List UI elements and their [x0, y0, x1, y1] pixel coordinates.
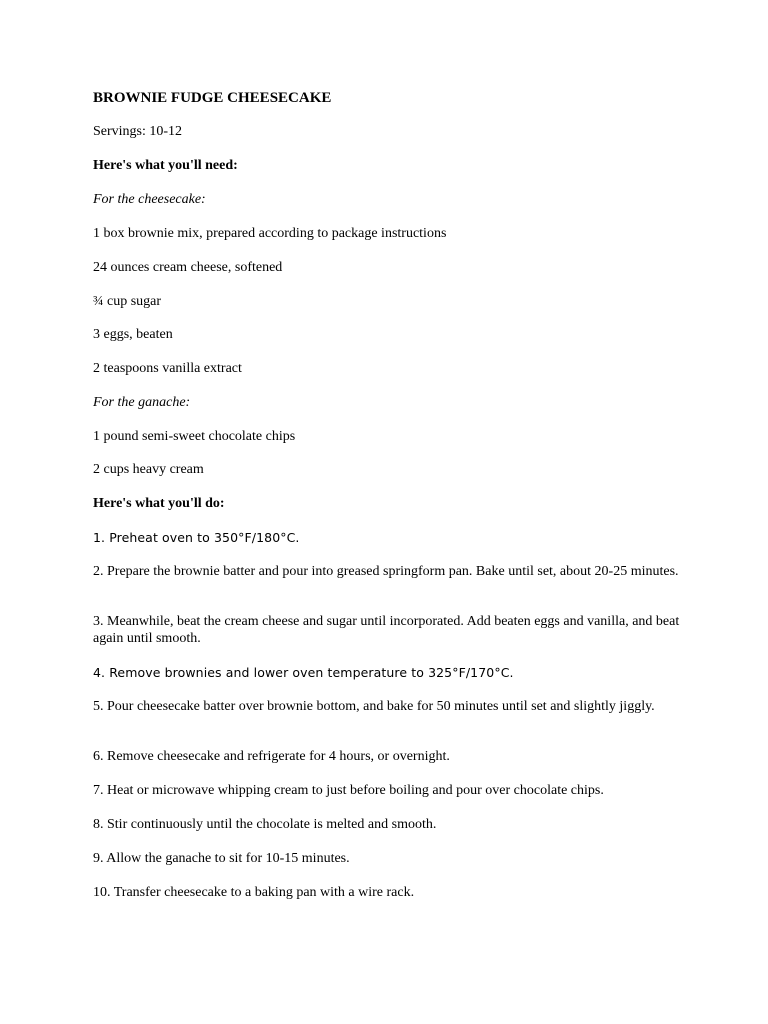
ingredient-item: 3 eggs, beaten — [93, 327, 173, 342]
ingredient-item: 1 box brownie mix, prepared according to package instructions — [93, 226, 447, 241]
step-item: 9. Allow the ganache to sit for 10-15 minutes. — [93, 851, 350, 866]
ganache-subheading: For the ganache: — [93, 395, 191, 410]
step-item: 5. Pour cheesecake batter over brownie bottom, and bake for 50 minutes until set and slightly jiggly. — [93, 699, 655, 714]
ingredient-item: 24 ounces cream cheese, softened — [93, 260, 283, 275]
step-item: 10. Transfer cheesecake to a baking pan with a wire rack. — [93, 885, 415, 900]
step-item: 8. Stir continuously until the chocolate is melted and smooth. — [93, 817, 437, 832]
ingredients-heading: Here's what you'll need: — [93, 158, 238, 173]
step-item: 2. Prepare the brownie batter and pour into greased springform pan. Bake until set, about 20-25 minutes. — [93, 564, 679, 579]
recipe-title: BROWNIE FUDGE CHEESECAKE — [93, 90, 332, 106]
ingredient-item: 2 cups heavy cream — [93, 462, 204, 477]
step-item: 1. Preheat oven to 350°F/180°C. — [93, 530, 300, 545]
step-item: 7. Heat or microwave whipping cream to just before boiling and pour over chocolate chips. — [93, 783, 604, 798]
directions-heading: Here's what you'll do: — [93, 496, 225, 511]
ingredient-item: 1 pound semi-sweet chocolate chips — [93, 429, 296, 444]
ingredient-item: 2 teaspoons vanilla extract — [93, 361, 242, 376]
cheesecake-subheading: For the cheesecake: — [93, 192, 206, 207]
step-item: 3. Meanwhile, beat the cream cheese and sugar until incorporated. Add beaten eggs and vanilla, and beat again until smooth. — [93, 614, 680, 646]
ingredient-item: ¾ cup sugar — [93, 294, 162, 309]
step-item: 6. Remove cheesecake and refrigerate for 4 hours, or overnight. — [93, 749, 450, 764]
step-item: 4. Remove brownies and lower oven temperature to 325°F/170°C. — [93, 665, 514, 680]
servings-text: Servings: 10-12 — [93, 124, 183, 139]
